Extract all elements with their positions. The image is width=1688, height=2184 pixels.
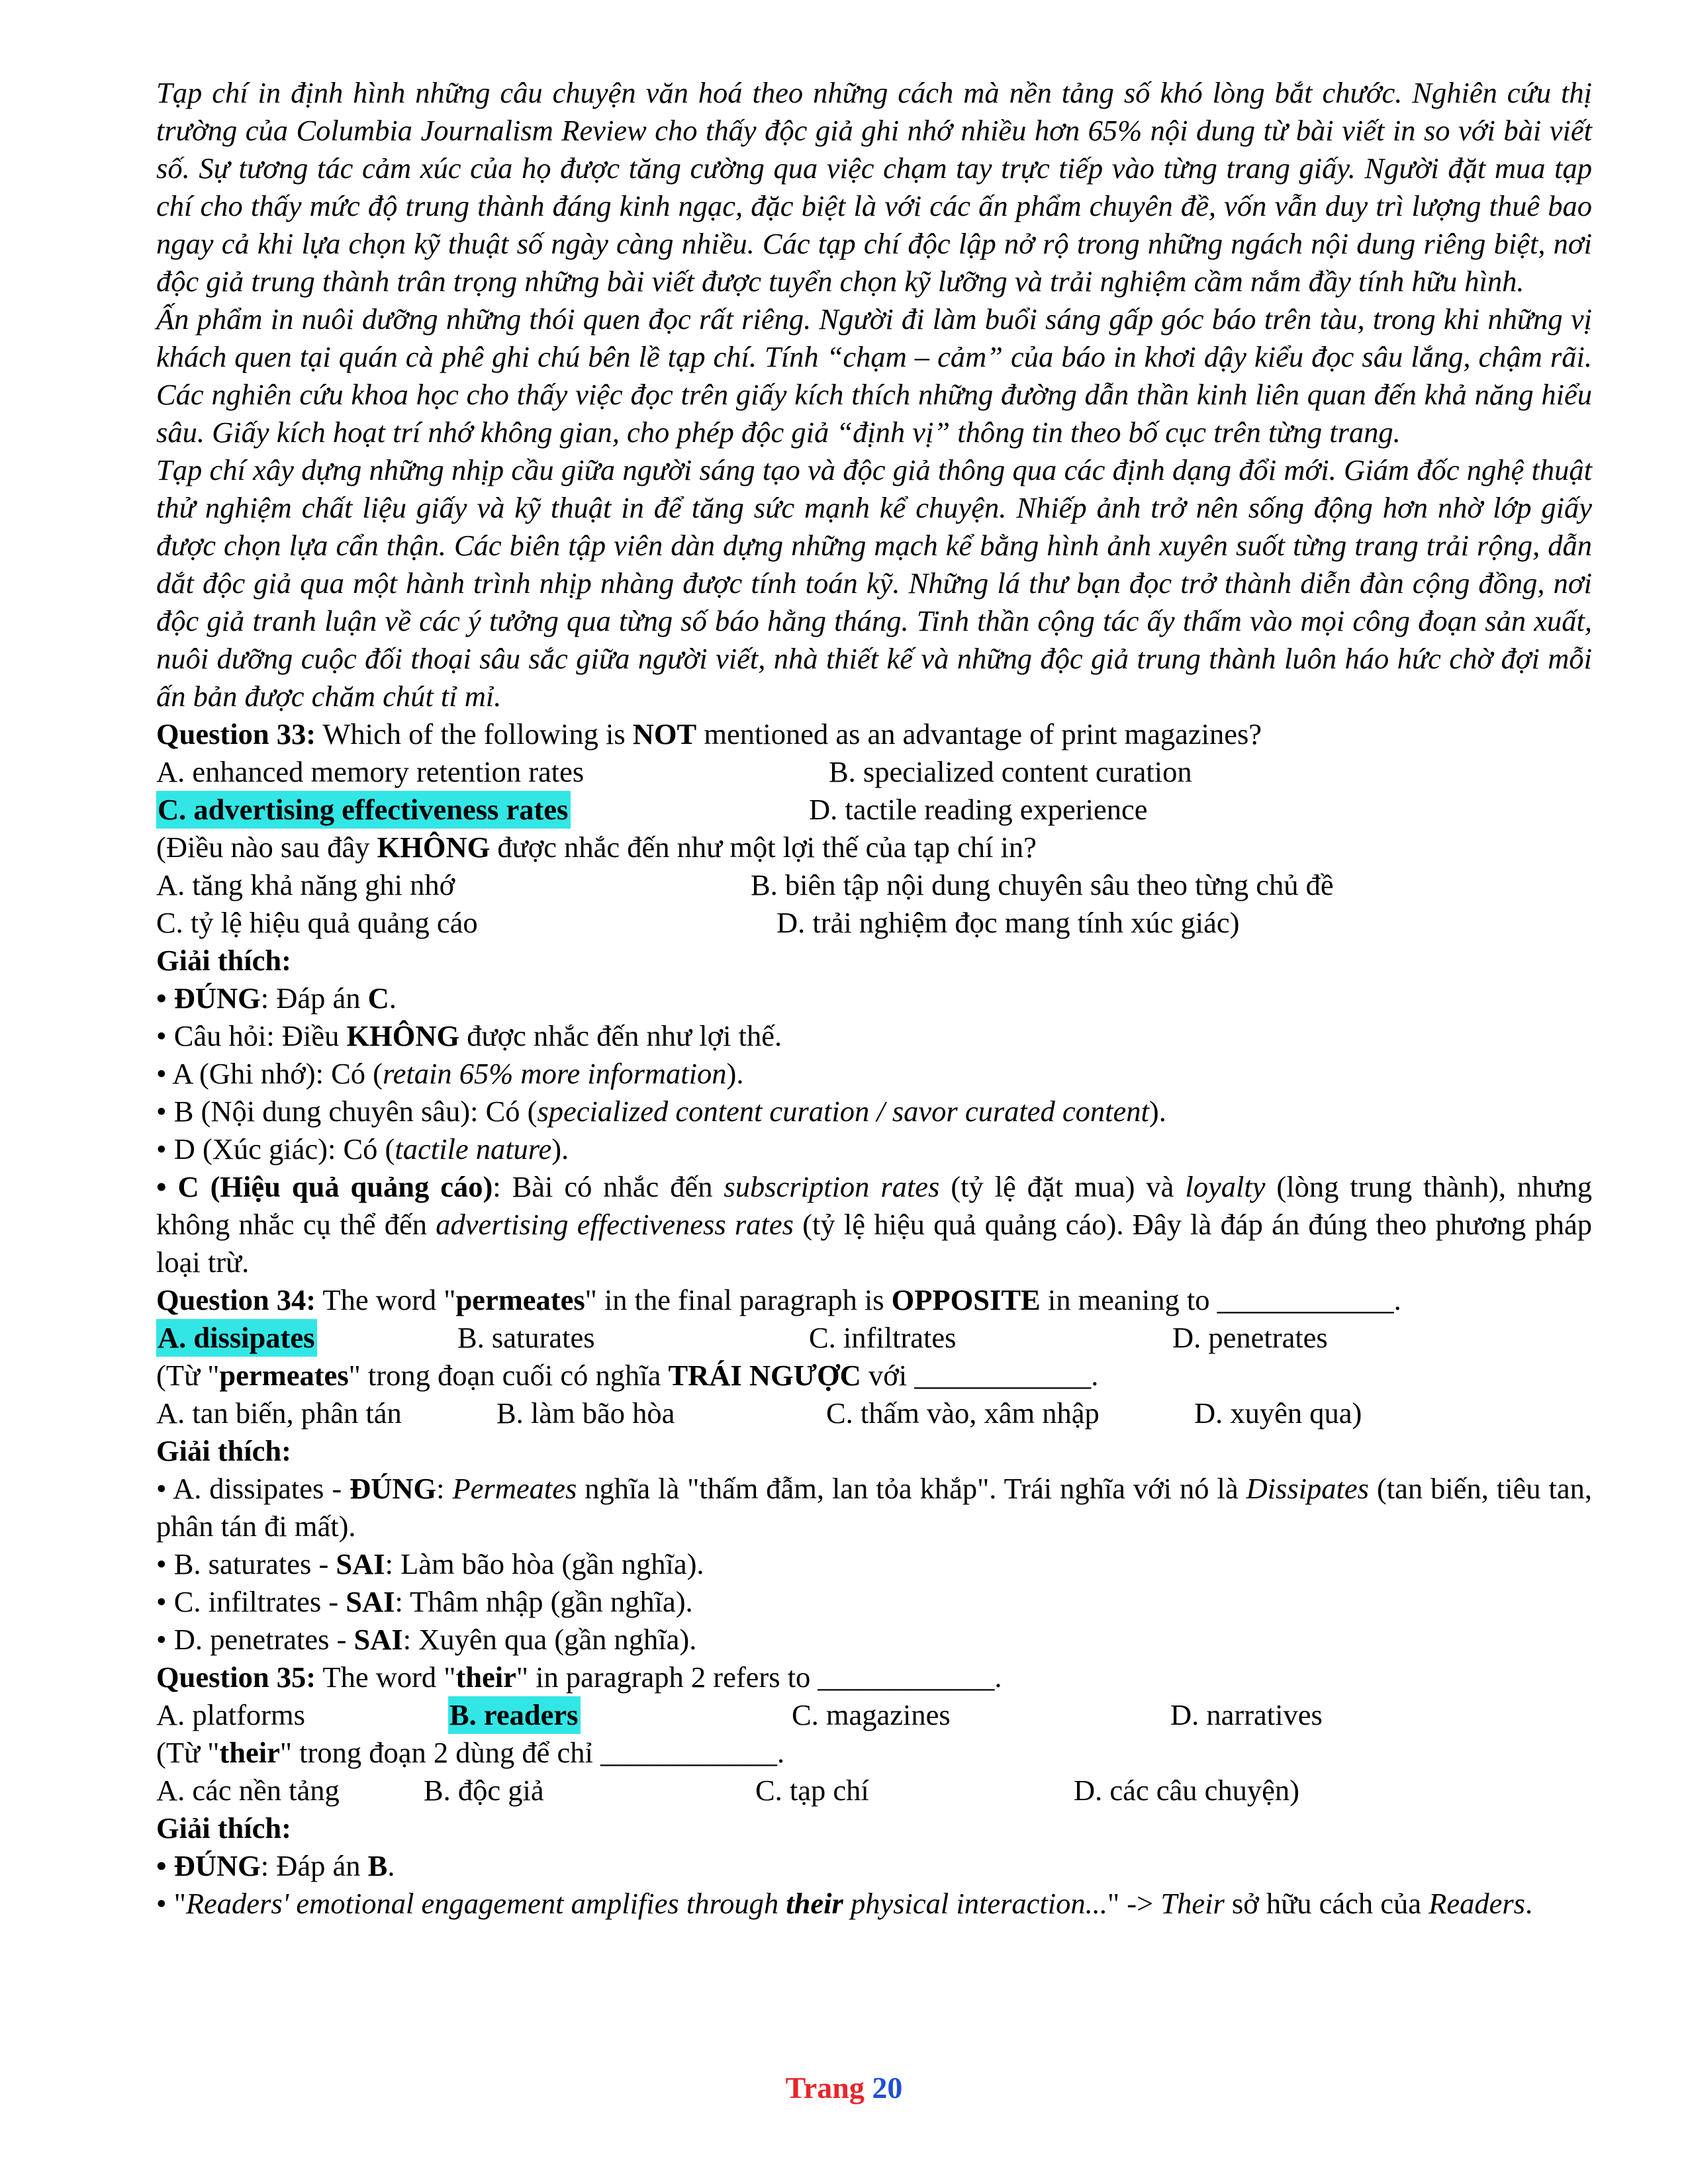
q33-options-row-1 bbox=[156, 753, 1592, 791]
q33-vi-options-row-2 bbox=[156, 904, 1592, 942]
q35-explanation-answer: • ĐÚNG: Đáp án B. bbox=[156, 1849, 395, 1882]
q34-vi-option-d: D. xuyên qua) bbox=[1194, 1396, 1362, 1430]
q34-vi-options-row bbox=[156, 1394, 1592, 1432]
q33-vi-options-row-1 bbox=[156, 866, 1592, 904]
q35-option-b-highlighted: B. readers bbox=[448, 1696, 581, 1734]
q33-vi-option-a: A. tăng khả năng ghi nhớ bbox=[156, 868, 455, 901]
q33-explanation-b: • B (Nội dung chuyên sâu): Có (specialized content curation / savor curated content). bbox=[156, 1095, 1166, 1128]
q33-vi-option-b: B. biên tập nội dung chuyên sâu theo từng chủ đề bbox=[751, 868, 1334, 901]
q34-option-c: C. infiltrates bbox=[809, 1321, 957, 1354]
q35-option-a: A. platforms bbox=[156, 1698, 305, 1731]
q33-option-b: B. specialized content curation bbox=[829, 755, 1192, 788]
question-34 bbox=[156, 1281, 1592, 1659]
reading-passage bbox=[156, 74, 1592, 715]
q34-option-b: B. saturates bbox=[457, 1321, 595, 1354]
q34-vi-option-c: C. thấm vào, xâm nhập bbox=[826, 1396, 1100, 1430]
q34-options-row bbox=[156, 1319, 1592, 1357]
q35-explanation-heading: Giải thích: bbox=[156, 1811, 291, 1844]
q33-explanation-question: • Câu hỏi: Điều KHÔNG được nhắc đến như lợi thế. bbox=[156, 1019, 782, 1052]
q35-explanation-reference: • "Readers' emotional engagement amplifies through their physical interaction..." -> Their sở hữu cách của Readers. bbox=[156, 1887, 1533, 1920]
q35-vi-option-d: D. các câu chuyện) bbox=[1074, 1774, 1299, 1807]
page-number: 20 bbox=[872, 2071, 903, 2105]
q33-explanation-answer: • ĐÚNG: Đáp án C. bbox=[156, 981, 397, 1015]
q34-option-a-highlighted: A. dissipates bbox=[156, 1319, 317, 1357]
q33-option-d: D. tactile reading experience bbox=[809, 793, 1148, 826]
q33-option-c-highlighted: C. advertising effectiveness rates bbox=[156, 791, 571, 829]
passage-paragraph-1: Tạp chí in định hình những câu chuyện văn hoá theo những cách mà nền tảng số khó lòng bắt chước. Nghiên cứu thị trường của Columbia Journalism Review cho thấy độc giả ghi nhớ nhiều hơn 65% nội dung từ bài viết in so với bài viết số. Sự tương tác cảm xúc của họ được tăng cường qua việc chạm tay trực tiếp vào từng trang giấy. Người đặt mua tạp chí cho thấy mức độ trung thành đáng kinh ngạc, đặc biệt là với các ấn phẩm chuyên đề, vốn vẫn duy trì lượng thuê bao ngay cả khi lựa chọn kỹ thuật số ngày càng nhiều. Các tạp chí độc lập nở rộ trong những ngách nội dung riêng biệt, nơi độc giả trung thành trân trọng những bài viết được tuyển chọn kỹ lưỡng và trải nghiệm cầm nắm đầy tính hữu hình. bbox=[156, 76, 1592, 298]
q35-label: Question 35: bbox=[156, 1661, 316, 1694]
q33-vi-option-d: D. trải nghiệm đọc mang tính xúc giác) bbox=[776, 906, 1240, 939]
page-word: Trang bbox=[785, 2071, 872, 2105]
q33-explanation-d: • D (Xúc giác): Có (tactile nature). bbox=[156, 1132, 569, 1165]
q35-vi-options-row bbox=[156, 1772, 1592, 1809]
q33-vi-option-c: C. tỷ lệ hiệu quả quảng cáo bbox=[156, 906, 478, 939]
q33-explanation-heading: Giải thích: bbox=[156, 944, 291, 977]
q33-explanation-c: • C (Hiệu quả quảng cáo): Bài có nhắc đến subscription rates (tỷ lệ đặt mua) và loyalty (lòng trung thành), nhưng không nhắc cụ thể đến advertising effectiveness rates (tỷ lệ hiệu quả quảng cáo). Đây là đáp án đúng theo phương pháp loại trừ. bbox=[156, 1170, 1592, 1279]
q34-vi-option-a: A. tan biến, phân tán bbox=[156, 1396, 402, 1430]
q34-vi-option-b: B. làm bão hòa bbox=[496, 1396, 675, 1430]
q34-vietnamese-stem: (Từ "permeates" trong đoạn cuối có nghĩa TRÁI NGƯỢC với ____________. bbox=[156, 1359, 1099, 1392]
q35-option-c: C. magazines bbox=[792, 1698, 951, 1731]
q33-vietnamese-stem: (Điều nào sau đây KHÔNG được nhắc đến như một lợi thế của tạp chí in? bbox=[156, 831, 1037, 864]
q35-stem: Question 35: The word "their" in paragraph 2 refers to ____________. bbox=[156, 1661, 1002, 1694]
page-number-footer bbox=[0, 2069, 1688, 2107]
question-35 bbox=[156, 1659, 1592, 1923]
q35-options-row bbox=[156, 1696, 1592, 1734]
q33-explanation-a: • A (Ghi nhớ): Có (retain 65% more information). bbox=[156, 1057, 744, 1090]
q33-options-row-2 bbox=[156, 791, 1592, 829]
q35-option-d: D. narratives bbox=[1170, 1698, 1323, 1731]
q34-option-d: D. penetrates bbox=[1172, 1321, 1328, 1354]
q35-vietnamese-stem: (Từ "their" trong đoạn 2 dùng để chỉ ____________. bbox=[156, 1736, 785, 1769]
q34-explanation-a: • A. dissipates - ĐÚNG: Permeates nghĩa là "thấm đẫm, lan tỏa khắp". Trái nghĩa với nó là Dissipates (tan biến, tiêu tan, phân tán đi mất). bbox=[156, 1472, 1592, 1543]
q34-stem: Question 34: The word "permeates" in the final paragraph is OPPOSITE in meaning to ____________. bbox=[156, 1283, 1401, 1316]
q33-stem: Question 33: Which of the following is NOT mentioned as an advantage of print magazines? bbox=[156, 717, 1262, 751]
q34-label: Question 34: bbox=[156, 1283, 316, 1316]
q35-vi-option-a: A. các nền tảng bbox=[156, 1774, 340, 1807]
q35-vi-option-c: C. tạp chí bbox=[755, 1774, 869, 1807]
q34-explanation-b: • B. saturates - SAI: Làm bão hòa (gần nghĩa). bbox=[156, 1547, 704, 1580]
q33-option-a: A. enhanced memory retention rates bbox=[156, 755, 585, 788]
passage-paragraph-2: Ấn phẩm in nuôi dưỡng những thói quen đọc rất riêng. Người đi làm buổi sáng gấp góc báo trên tàu, trong khi những vị khách quen tại quán cà phê ghi chú bên lề tạp chí. Tính “chạm – cảm” của báo in khơi dậy kiểu đọc sâu lắng, chậm rãi. Các nghiên cứu khoa học cho thấy việc đọc trên giấy kích thích những đường dẫn thần kinh liên quan đến khả năng hiểu sâu. Giấy kích hoạt trí nhớ không gian, cho phép độc giả “định vị” thông tin theo bố cục trên từng trang. bbox=[156, 302, 1592, 449]
q34-explanation-d: • D. penetrates - SAI: Xuyên qua (gần nghĩa). bbox=[156, 1623, 697, 1656]
q33-label: Question 33: bbox=[156, 717, 316, 751]
q34-explanation-heading: Giải thích: bbox=[156, 1434, 291, 1467]
q35-vi-option-b: B. độc giả bbox=[424, 1774, 544, 1807]
passage-paragraph-3: Tạp chí xây dựng những nhịp cầu giữa người sáng tạo và độc giả thông qua các định dạng đổi mới. Giám đốc nghệ thuật thử nghiệm chất liệu giấy và kỹ thuật in để tăng sức mạnh kể chuyện. Nhiếp ảnh trở nên sống động hơn nhờ lớp giấy được chọn lựa cẩn thận. Các biên tập viên dàn dựng những mạch kể bằng hình ảnh xuyên suốt từng trang trải rộng, dẫn dắt độc giả qua một hành trình nhịp nhàng được tính toán kỹ. Những lá thư bạn đọc trở thành diễn đàn cộng đồng, nơi độc giả tranh luận về các ý tưởng qua từng số báo hằng tháng. Tinh thần cộng tác ấy thấm vào mọi công đoạn sản xuất, nuôi dưỡng cuộc đối thoại sâu sắc giữa người viết, nhà thiết kế và những độc giả trung thành luôn háo hức chờ đợi mỗi ấn bản được chăm chút tỉ mỉ. bbox=[156, 453, 1592, 713]
question-33 bbox=[156, 715, 1592, 1281]
q34-explanation-c: • C. infiltrates - SAI: Thâm nhập (gần nghĩa). bbox=[156, 1585, 693, 1618]
